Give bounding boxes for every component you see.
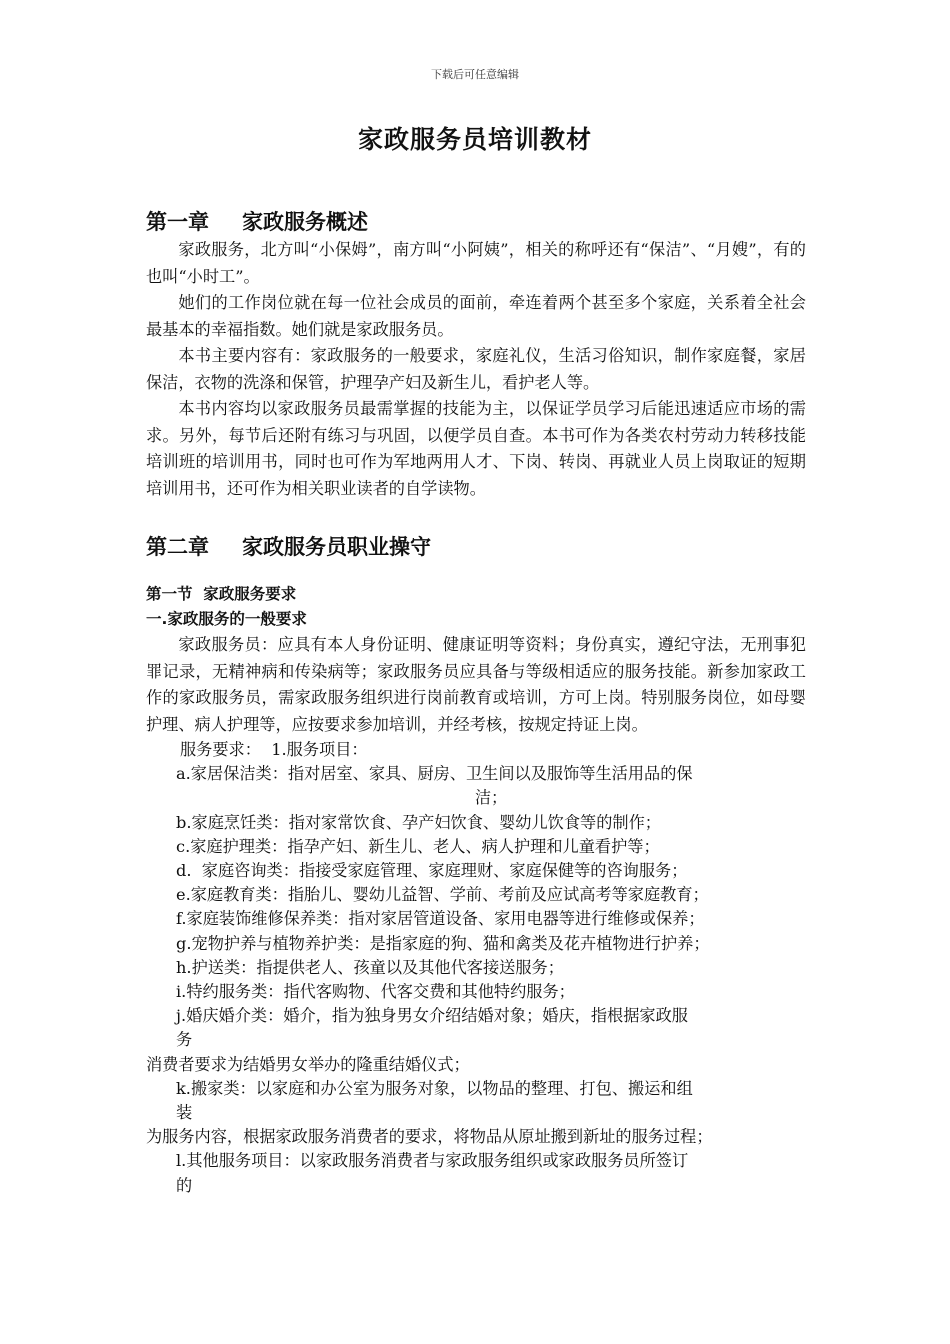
service-item-list [146,1077,806,1125]
section-heading: 第一节 家政服务要求 [146,585,297,603]
paragraph: 本书内容均以家政服务员最需掌握的技能为主，以保证学员学习后能迅速适应市场的需求。另外，每节后还附有练习与巩固，以便学员自查。本书可作为各类农村劳动力转移技能培训班的培训用书，同时也可作为军地两用人才、下岗、转岗、再就业人员上岗取证的短期培训用书，还可作为相关职业读者的自学读物。 [146,399,806,498]
paragraph: 家政服务，北方叫“小保姆”，南方叫“小阿姨”，相关的称呼还有“保洁”、“月嫂”，有的也叫“小时工”。 [146,240,806,286]
list-item: k.搬家类：以家庭和办公室为服务对象，以物品的整理、打包、搬运和组 装 [176,1078,693,1123]
list-item-continuation: 为服务内容，根据家政服务消费者的要求，将物品从原址搬到新址的服务过程； [146,1127,713,1147]
chapter-number: 第二章 [146,535,209,559]
chapter-2-heading [146,532,806,562]
list-item: d. 家庭咨询类：指接受家庭管理、家庭理财、家庭保健等的咨询服务； [176,861,688,881]
list-item: b.家庭烹饪类：指对家常饮食、孕产妇饮食、婴幼儿饮食等的制作； [176,812,661,832]
paragraph: 本书主要内容有：家政服务的一般要求，家庭礼仪，生活习俗知识，制作家庭餐，家居保洁，衣物的洗涤和保管，护理孕产妇及新生儿，看护老人等。 [146,346,806,392]
list-item: g.宠物护养与植物养护类：是指家庭的狗、猫和禽类及花卉植物进行护养； [176,933,710,953]
list-item: l.其他服务项目：以家政服务消费者与家政服务组织或家政服务员所签订 的 [176,1151,689,1195]
header-note: 下载后可任意编辑 [431,68,519,81]
subsection-heading: 一.家政服务的一般要求 [146,610,307,628]
list-item: j.婚庆婚介类：婚介，指为独身男女介绍结婚对象；婚庆，指根据家政服 务 [176,1006,688,1050]
list-item: f.家庭装饰维修保养类：指对家居管道设备、家用电器等进行维修或保养； [176,909,705,929]
chapter-1-heading [146,207,806,237]
list-item: a.家居保洁类：指对居室、家具、厨房、卫生间以及服饰等生活用品的保 洁； [176,764,693,808]
list-item: i.特约服务类：指代客购物、代客交费和其他特约服务； [176,982,575,1002]
chapter-number: 第一章 [146,210,209,234]
document-title: 家政服务员培训教材 [357,125,592,154]
service-item-list [146,1149,806,1197]
list-item: e.家庭教育类：指胎儿、婴幼儿益智、学前、考前及应试高考等家庭教育； [176,885,709,905]
list-item: h.护送类：指提供老人、孩童以及其他代客接送服务； [176,957,564,977]
service-requirement-intro: 服务要求： 1.服务项目： [180,740,368,759]
service-item-list [146,762,806,1052]
chapter-name: 家政服务概述 [242,210,368,234]
chapter-name: 家政服务员职业操守 [242,535,431,559]
list-item: c.家庭护理类：指孕产妇、新生儿、老人、病人护理和儿童看护等； [176,836,660,856]
paragraph: 家政服务员：应具有本人身份证明、健康证明等资料；身份真实，遵纪守法，无刑事犯罪记录，无精神病和传染病等；家政服务员应具备与等级相适应的服务技能。新参加家政工作的家政服务员，需家政服务组织进行岗前教育或培训，方可上岗。特别服务岗位，如母婴护理、病人护理等，应按要求参加培训，并经考核，按规定持证上岗。 [146,635,806,734]
list-item-continuation: 消费者要求为结婚男女举办的隆重结婚仪式； [146,1054,470,1074]
paragraph: 她们的工作岗位就在每一位社会成员的面前，牵连着两个甚至多个家庭，关系着全社会最基本的幸福指数。她们就是家政服务员。 [146,293,806,339]
document-body [146,207,806,1198]
